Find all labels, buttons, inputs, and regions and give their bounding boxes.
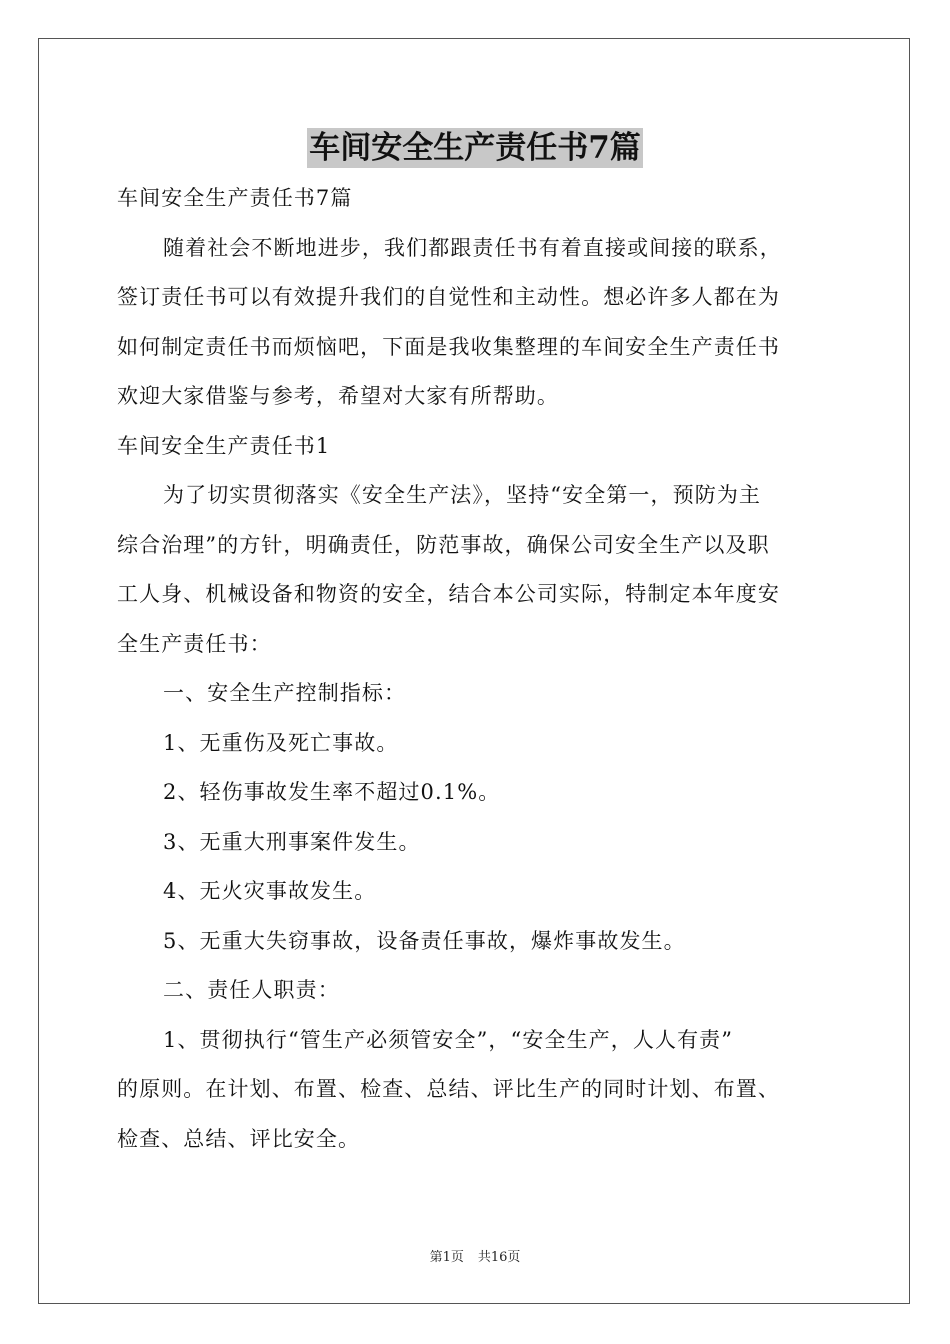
title-container — [0, 128, 950, 168]
text-line: 车间安全生产责任书7篇 — [117, 186, 353, 210]
text-line: 随着社会不断地进步，我们都跟责任书有着直接或间接的联系， — [163, 235, 782, 260]
text-line: 一、安全生产控制指标： — [163, 681, 407, 705]
text-line: 的原则。在计划、布置、检查、总结、评比生产的同时计划、布置、 — [117, 1077, 780, 1101]
text-line: 工人身、机械设备和物资的安全，结合本公司实际，特制定本年度安 — [117, 582, 780, 606]
text-line: 如何制定责任书而烦恼吧，下面是我收集整理的车间安全生产责任书 — [117, 334, 780, 359]
text-line: 车间安全生产责任书1 — [117, 433, 331, 458]
document-body — [117, 174, 835, 1164]
text-line: 1、无重伤及死亡事故。 — [163, 730, 399, 755]
page-footer — [0, 1246, 950, 1265]
text-line: 5、无重大失窃事故，设备责任事故，爆炸事故发生。 — [163, 928, 686, 953]
text-line: 全生产责任书： — [117, 631, 272, 656]
document-title: 车间安全生产责任书7篇 — [309, 130, 641, 166]
text-line: 欢迎大家借鉴与参考，希望对大家有所帮助。 — [117, 384, 559, 408]
text-line: 4、无火灾事故发生。 — [163, 879, 377, 903]
text-line: 检查、总结、评比安全。 — [117, 1126, 361, 1151]
text-line: 3、无重大刑事案件发生。 — [163, 829, 421, 854]
text-line: 二、责任人职责： — [163, 978, 340, 1002]
text-line: 2、轻伤事故发生率不超过0.1%。 — [163, 780, 501, 804]
text-line: 综合治理”的方针，明确责任，防范事故，确保公司安全生产以及职 — [117, 532, 770, 557]
page-total: 共16页 — [477, 1250, 521, 1265]
text-line: 签订责任书可以有效提升我们的自觉性和主动性。想必许多人都在为 — [117, 285, 780, 309]
page-number: 第1页 — [429, 1250, 464, 1265]
text-line: 为了切实贯彻落实《安全生产法》，坚持“安全第一，预防为主 — [163, 483, 762, 507]
text-line: 1、贯彻执行“管生产必须管安全”，“安全生产，人人有责” — [163, 1027, 734, 1052]
